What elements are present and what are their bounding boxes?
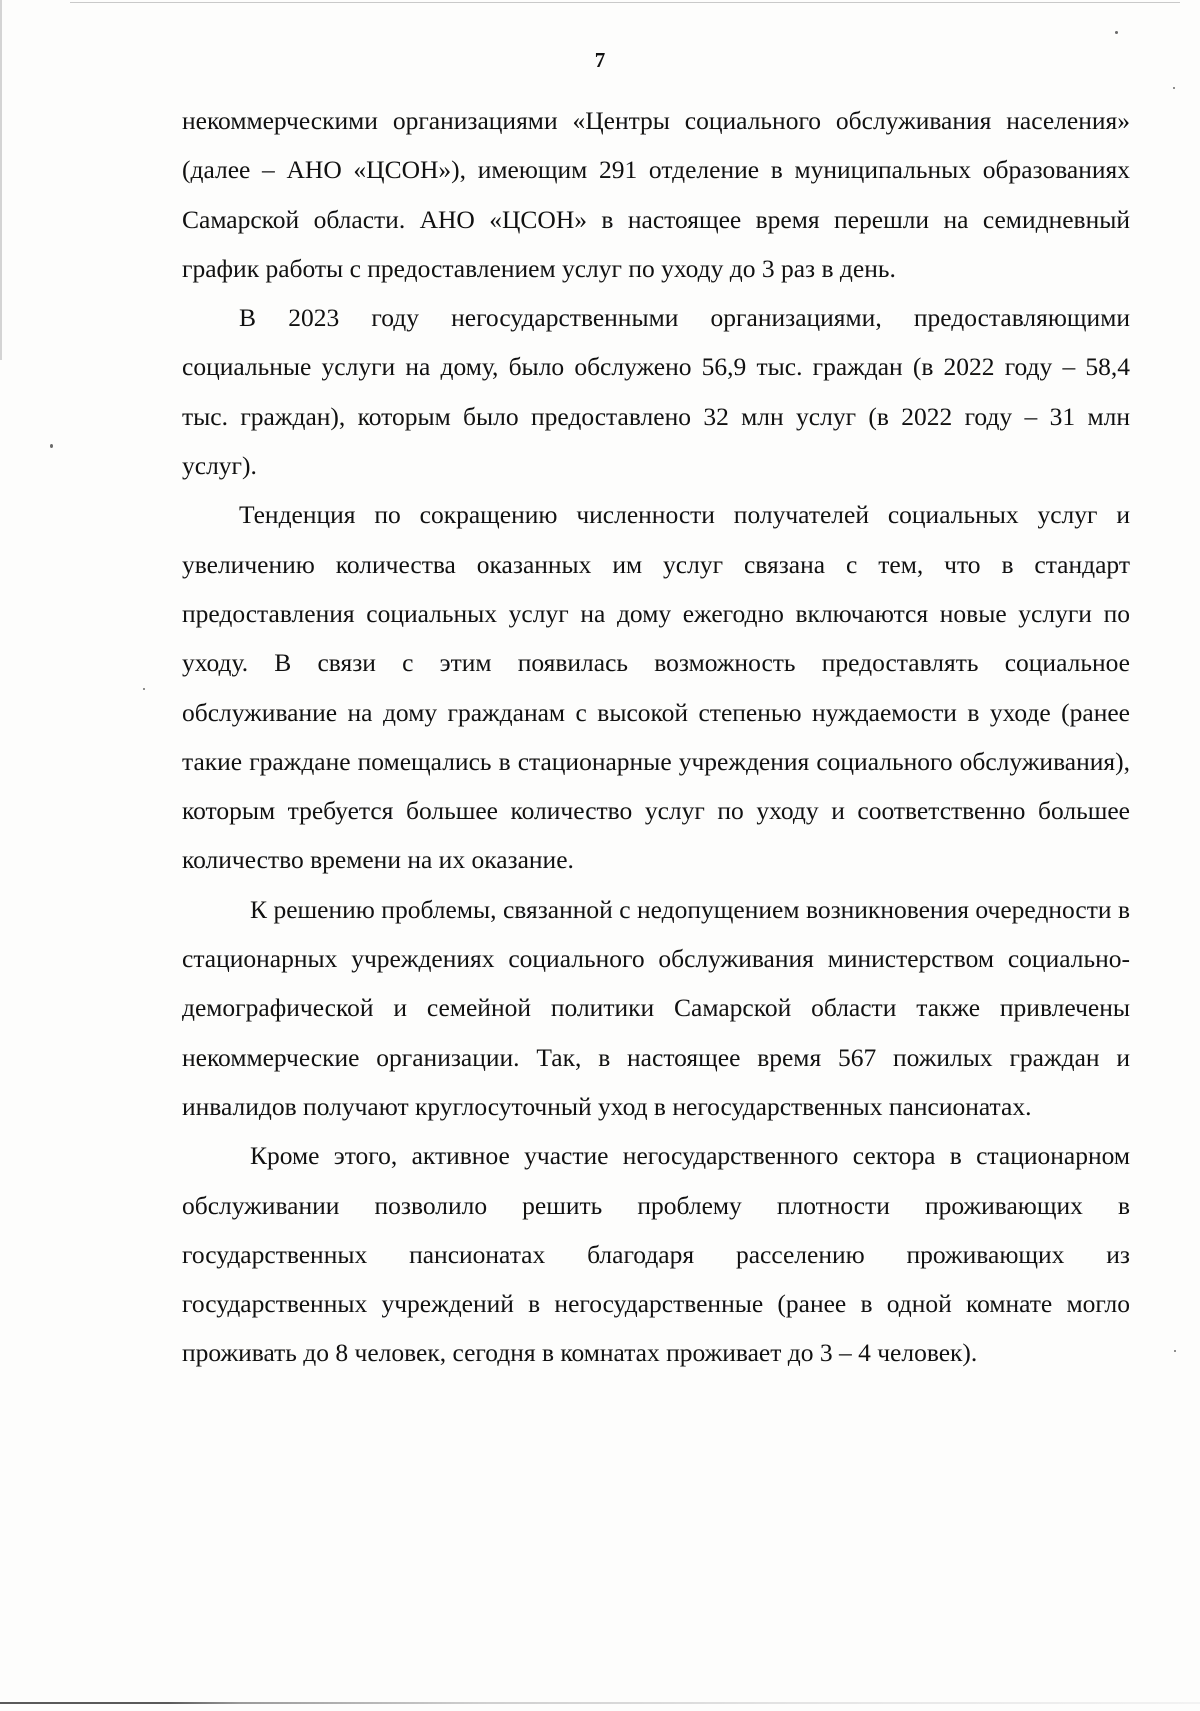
paragraph-resettlement: Кроме этого, активное участие негосударственного сектора в стационарном обслуживании позволило решить проблему плотности проживающих в государственных пансионатах благодаря расселению проживающих из государственных учреждений в негосударственные (ранее в одной комнате могло проживать до 8 человек, сегодня в комнатах проживает до 3 – 4 человек).: [182, 1141, 1130, 1368]
paragraph-aso-centers: некоммерческими организациями «Центры социального обслуживания населения» (далее – АНО «ЦСОН»), имеющим 291 отделение в муниципальных образованиях Самарской области. АНО «ЦСОН» в настоящее время перешли на семидневный график работы с предоставлением услуг по уходу до 3 раз в день.: [182, 106, 1130, 283]
paragraph-queue-solution: К решению проблемы, связанной с недопущением возникновения очередности в стационарных учреждениях социального обслуживания министерством социально-демографической и семейной политики Самарской области также привлечены некоммерческие организации. Так, в настоящее время 567 пожилых граждан и инвалидов получают круглосуточный уход в негосударственных пансионатах.: [182, 894, 1130, 1121]
paragraph-2023-statistics: В 2023 году негосударственными организациями, предоставляющими социальные услуги на дому, было обслужено 56,9 тыс. граждан (в 2022 году – 58,4 тыс. граждан), которым было предоставлено 32 млн услуг (в 2022 году – 31 млн услуг).: [182, 303, 1130, 481]
scan-speck: [1173, 87, 1175, 89]
scan-speck: [50, 444, 53, 448]
scan-bottom-edge: [0, 1702, 1200, 1704]
scan-speck: [1174, 1350, 1176, 1352]
paragraph-trend: Тенденция по сокращению численности получателей социальных услуг и увеличению количества оказанных им услуг связана с тем, что в стандарт предоставления социальных услуг на дому ежегодно включаются новые услуги по уходу. В связи с этим появилась возможность предоставлять социальное обслуживание на дому гражданам с высокой степенью нуждаемости в уходе (ранее такие граждане помещались в стационарные учреждения социального обслуживания), которым требуется большее количество услуг по уходу и соответственно большее количество времени на их оказание.: [182, 500, 1130, 875]
scan-top-edge: [70, 2, 1180, 3]
scan-speck: [1115, 31, 1118, 34]
page-number: 7: [594, 48, 606, 72]
document-body: [182, 96, 1130, 1378]
scan-speck: [143, 688, 145, 690]
